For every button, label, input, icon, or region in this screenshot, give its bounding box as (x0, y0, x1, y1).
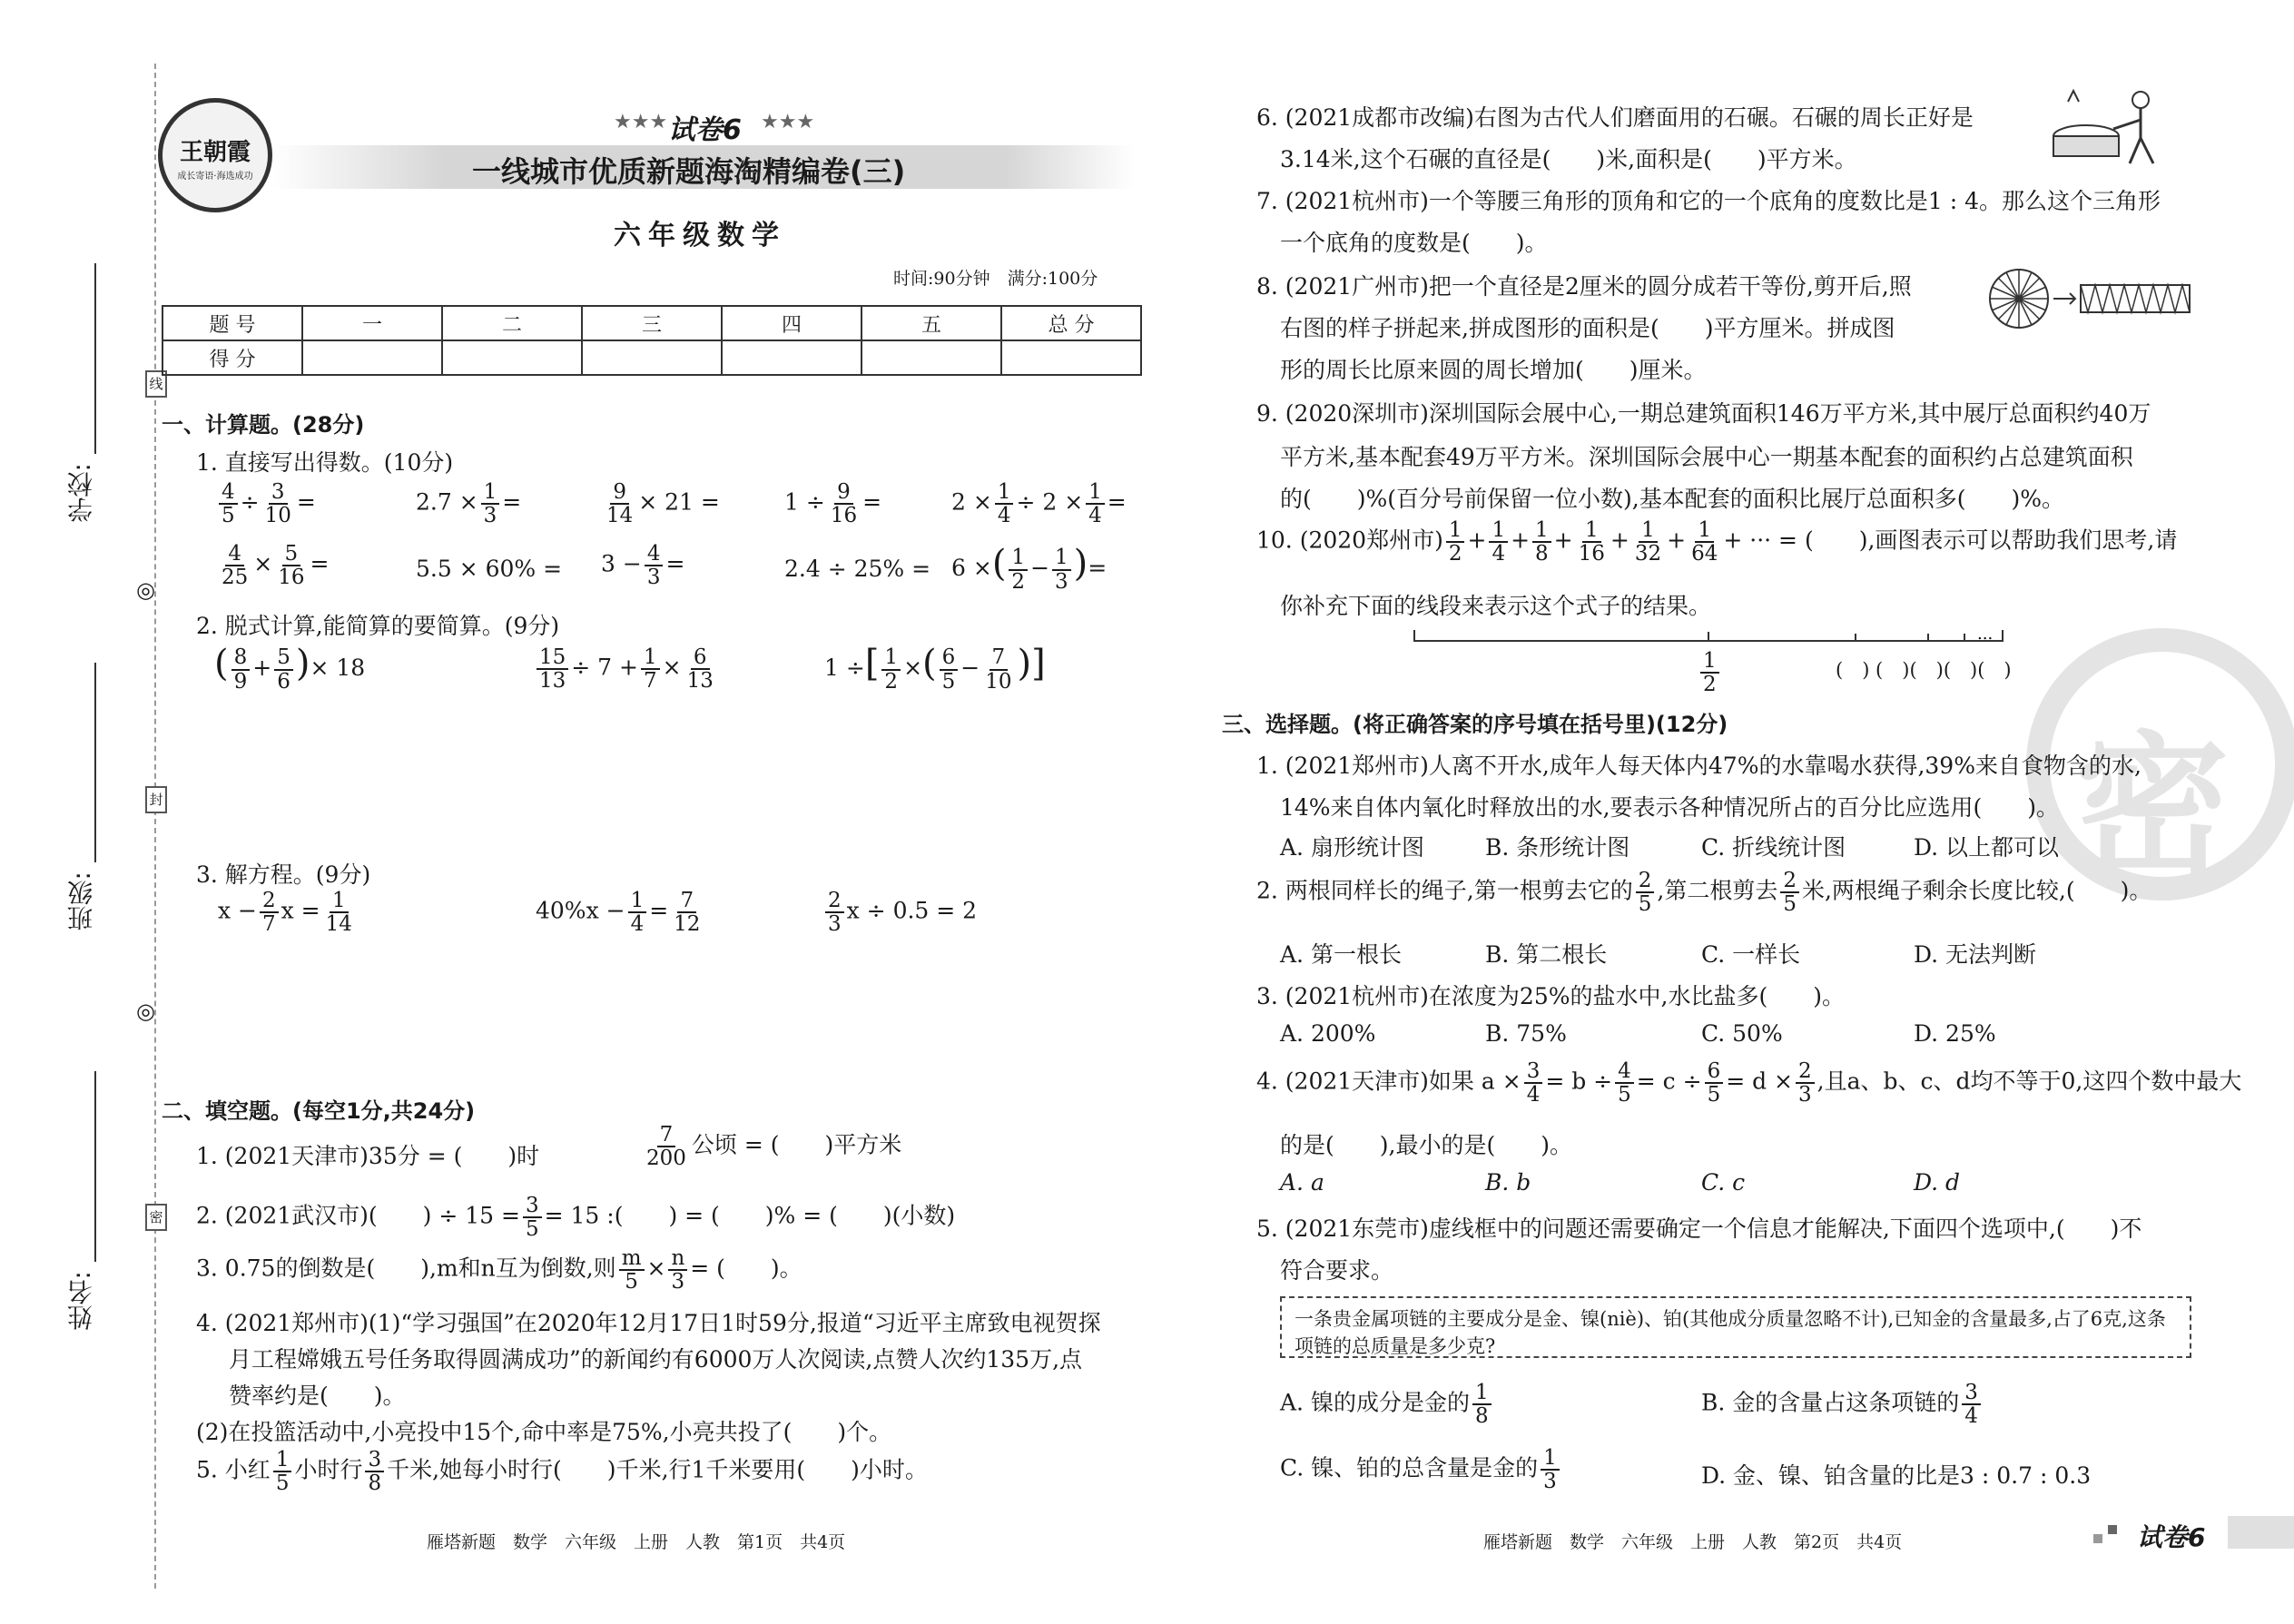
choice-question-1b: 14%来自体内氧化时释放出的水,要表示各种情况所占的百分比应选用( )。 (1280, 794, 2060, 821)
option-d[interactable]: D. 无法判断 (1914, 941, 2037, 968)
circle-cut-diagram (1986, 265, 2193, 332)
part-2-title: 2. 脱式计算,能简算的要简算。(9分) (196, 613, 560, 639)
option-b[interactable]: B. b (1485, 1169, 1531, 1196)
subject-title: 六年级数学 (614, 220, 786, 251)
calc-item: $\frac{9}{14}$ × 21 = (606, 480, 720, 528)
footer-paper-tag: 试卷6 (2137, 1522, 2206, 1552)
fill-question-5a-text: 5. 小红 (196, 1456, 271, 1483)
segment-half-label: $\frac{1}{2}$ (1698, 650, 1722, 695)
option-d[interactable]: D. 以上都可以 (1914, 834, 2060, 861)
table-cell: 四 (722, 306, 861, 340)
equation-item: 40%x − $\frac{1}{4}$ = $\frac{7}{12}$ (536, 889, 701, 937)
class-label: 班级: (66, 871, 96, 931)
fill-question-8b: 右图的样子拼起来,拼成图形的面积是( )平方厘米。拼成图 (1280, 315, 1895, 341)
calc-item: 5.5 × 60% = (416, 556, 563, 582)
table-cell: 得 分 (162, 340, 302, 375)
fill-question-2a-text: 2. (2021武汉市)( ) ÷ 15 = (196, 1202, 520, 1229)
section-3-title: 三、选择题。(将正确答案的序号填在括号里)(12分) (1222, 712, 1728, 737)
option-a[interactable]: A. 200% (1280, 1020, 1376, 1047)
fill-question-6b: 3.14米,这个石碾的直径是( )米,面积是( )平方米。 (1280, 146, 1857, 172)
fill-question-9c: 的( )%(百分号前保留一位小数),基本配套的面积比展厅总面积多( )%。 (1280, 486, 2064, 512)
fill-question-4d: (2)在投篮活动中,小亮投中15个,命中率是75%,小亮共投了( )个。 (196, 1419, 892, 1445)
section-2-title: 二、填空题。(每空1分,共24分) (162, 1098, 476, 1124)
footer-square-icon (2093, 1534, 2102, 1543)
table-cell: 二 (442, 306, 582, 340)
score-input-cell[interactable] (1001, 340, 1141, 375)
option-a[interactable]: A. 镍的成分是金的 $\frac{1}{8}$ (1280, 1382, 1494, 1427)
binding-tag-line: 线 (145, 370, 167, 398)
option-b-text: B. 金的含量占这条项链的 (1701, 1389, 1960, 1416)
option-b[interactable]: B. 条形统计图 (1485, 834, 1630, 861)
section-1-title: 一、计算题。(28分) (162, 412, 365, 438)
footer-square-icon (2108, 1525, 2117, 1534)
option-a[interactable]: A. a (1280, 1169, 1324, 1196)
fill-question-10b-text: + ··· = ( ),画图表示可以帮助我们思考,请 (1723, 527, 2178, 554)
binding-tag-secret: 密 (145, 1204, 167, 1231)
table-cell: 三 (582, 306, 722, 340)
fill-question-9b: 平方米,基本配套49万平方米。深圳国际会展中心一期基本配套的面积约占总建筑面积 (1280, 444, 2133, 470)
binding-line (154, 64, 156, 1589)
logo-text: 王朝霞 (179, 139, 251, 166)
fill-question-2: 2. (2021武汉市)( ) ÷ 15 = $\frac{3}{5}$ = 15 :( ) = ( )% = ( )(小数) (196, 1194, 956, 1242)
part-1-title: 1. 直接写出得数。(10分) (196, 449, 454, 476)
stars-right-icon: ★★★ (761, 111, 815, 133)
fill-question-1a: 1. (2021天津市)35分 = ( )时 (196, 1143, 540, 1169)
part-3-title: 3. 解方程。(9分) (196, 861, 371, 888)
score-input-cell[interactable] (722, 340, 861, 375)
school-label: 学校: (66, 463, 96, 523)
fill-question-1b-text: 公顷 = ( )平方米 (691, 1131, 902, 1158)
choice-question-3: 3. (2021杭州市)在浓度为25%的盐水中,水比盐多( )。 (1256, 983, 1845, 1009)
time-score: 时间:90分钟 满分:100分 (893, 269, 1098, 289)
fill-question-5: 5. 小红 $\frac{1}{5}$ 小时行 $\frac{3}{8}$ 千米,她每小时行( )千米,行1千米要用( )小时。 (196, 1448, 928, 1496)
choice-question-2b-text: ,第二根剪去 (1657, 877, 1778, 904)
fill-question-3: 3. 0.75的倒数是( ),m和n互为倒数,则 $\frac{m}{5}$ × $\frac{n}{3}$ = ( )。 (196, 1246, 802, 1294)
option-b[interactable]: B. 金的含量占这条项链的 $\frac{3}{4}$ (1701, 1382, 1984, 1427)
choice-question-2: 2. 两根同样长的绳子,第一根剪去它的 $\frac{2}{5}$ ,第二根剪去 $\frac{2}{5}$ 米,两根绳子剩余长度比较,( )。 (1256, 869, 2152, 917)
fill-question-4a: 4. (2021郑州市)(1)“学习强国”在2020年12月17日1时59分,报道“习近平主席致电视贺探 (196, 1310, 1101, 1336)
option-a-text: A. 镍的成分是金的 (1280, 1389, 1470, 1416)
score-input-cell[interactable] (861, 340, 1001, 375)
binding-circle-icon: ◎ (136, 999, 155, 1024)
fill-question-10a: 10. (2020郑州市) $\frac{1}{2}$ + $\frac{1}{4}$ + $\frac{1}{8}$ + $\frac{1}{16}$ + $\frac{1}{32}$ + $\frac{1}{64}$ + ··· = ( ),画图表示可以帮助我们思考,请 (1256, 518, 2178, 566)
footer-left: 雁塔新题 数学 六年级 上册 人教 第1页 共4页 (427, 1532, 846, 1552)
option-b[interactable]: B. 第二根长 (1485, 941, 1608, 968)
option-c[interactable]: C. 镍、铂的总含量是金的 $\frac{1}{3}$ (1280, 1447, 1562, 1492)
option-b[interactable]: B. 75% (1485, 1020, 1567, 1047)
paper-number: 试卷6 (668, 114, 742, 146)
option-c[interactable]: C. 折线统计图 (1701, 834, 1846, 861)
choice-question-4: 4. (2021天津市)如果 a × $\frac{3}{4}$ = b ÷ $\frac{4}{5}$ = c ÷ $\frac{6}{5}$ = d × $\frac{2}{3}$ ,且a、b、c、d均不等于0,这四个数中最大 (1256, 1059, 2242, 1107)
choice-question-1a: 1. (2021郑州市)人离不开水,成年人每天体内47%的水靠喝水获得,39%来自食物含的水, (1256, 753, 2141, 779)
svg-text:...: ... (1977, 626, 1994, 644)
fill-question-1b: $\frac{7}{200}$ 公顷 = ( )平方米 (646, 1123, 902, 1171)
name-label: 姓名: (66, 1271, 96, 1331)
table-cell: 总 分 (1001, 306, 1141, 340)
fill-question-2b-text: = 15 :( ) = ( )% = ( )(小数) (544, 1202, 956, 1229)
school-field[interactable] (94, 263, 96, 454)
choice-question-4c: 的是( ),最小的是( )。 (1280, 1132, 1572, 1158)
fill-question-5b-text: 小时行 (294, 1456, 363, 1483)
stars-left-icon: ★★★ (614, 111, 668, 133)
fill-question-8c: 形的周长比原来圆的周长增加( )厘米。 (1280, 357, 1707, 383)
calc-item: 6 ×( $\frac{1}{2}$ − $\frac{1}{3}$ )= (951, 543, 1108, 594)
choice-question-5b: 符合要求。 (1280, 1257, 1394, 1284)
option-a[interactable]: A. 扇形统计图 (1280, 834, 1424, 861)
fill-question-10a-text: 10. (2020郑州市) (1256, 527, 1443, 554)
choice-question-4a-text: 4. (2021天津市)如果 a × (1256, 1068, 1521, 1095)
fill-question-6a: 6. (2021成都市改编)右图为古代人们磨面用的石碾。石碾的周长正好是 (1256, 104, 1974, 131)
class-field[interactable] (94, 663, 96, 862)
fill-question-5c-text: 千米,她每小时行( )千米,行1千米要用( )小时。 (387, 1456, 928, 1483)
fill-question-10c: 你补充下面的线段来表示这个式子的结果。 (1280, 593, 1712, 619)
fill-question-3a-text: 3. 0.75的倒数是( ),m和n互为倒数,则 (196, 1255, 616, 1282)
page-title: 一线城市优质新题海淘精编卷(三) (472, 154, 906, 189)
binding-circle-icon: ◎ (136, 577, 155, 603)
footer-right: 雁塔新题 数学 六年级 上册 人教 第2页 共4页 (1483, 1532, 1903, 1552)
option-d[interactable]: D. 25% (1914, 1020, 1996, 1047)
score-table (162, 305, 1142, 376)
option-a[interactable]: A. 第一根长 (1280, 941, 1402, 968)
option-d[interactable]: D. 金、镍、铂含量的比是3 : 0.7 : 0.3 (1701, 1462, 2092, 1489)
table-cell: 一 (302, 306, 442, 340)
calc-item: 1 ÷ $\frac{9}{16}$ = (784, 480, 882, 528)
table-cell: 题 号 (162, 306, 302, 340)
fill-question-4b: 月工程嫦娥五号任务取得圆满成功”的新闻约有6000万人次阅读,点赞人次约135万,点 (229, 1346, 1083, 1373)
calc-item: ( $\frac{8}{9}$ + $\frac{5}{6}$ )× 18 (214, 643, 366, 694)
calc-item: 2.7 × $\frac{1}{3}$ = (416, 480, 522, 528)
name-field[interactable] (94, 1071, 96, 1262)
option-c[interactable]: C. 一样长 (1701, 941, 1801, 968)
calc-item: $\frac{4}{25}$ × $\frac{5}{16}$ = (222, 542, 330, 590)
option-c[interactable]: C. 50% (1701, 1020, 1783, 1047)
problem-box: 一条贵金属项链的主要成分是金、镍(niè)、铂(其他成分质量忽略不计),已知金的含量最多,占了6克,这条项链的总质量是多少克? (1280, 1296, 2191, 1358)
option-c-text: C. 镍、铂的总含量是金的 (1280, 1454, 1539, 1481)
fill-question-9a: 9. (2020深圳市)深圳国际会展中心,一期总建筑面积146万平方米,其中展厅总面积约40万 (1256, 400, 2151, 427)
score-table-row (162, 340, 1141, 375)
choice-question-4b-text: ,且a、b、c、d均不等于0,这四个数中最大 (1816, 1068, 2242, 1095)
millstone-icon (2050, 84, 2177, 167)
score-table-header-row (162, 306, 1141, 340)
fill-question-7a: 7. (2021杭州市)一个等腰三角形的顶角和它的一个底角的度数比是1 : 4。那么这个三角形 (1256, 188, 2161, 214)
equation-item: x − $\frac{2}{7}$ x = $\frac{1}{14}$ (218, 889, 352, 937)
score-input-cell[interactable] (582, 340, 722, 375)
fill-question-8a: 8. (2021广州市)把一个直径是2厘米的圆分成若干等份,剪开后,照 (1256, 273, 1912, 300)
option-c[interactable]: C. c (1701, 1169, 1746, 1196)
binding-tag-seal: 封 (145, 786, 167, 813)
choice-question-2a-text: 2. 两根同样长的绳子,第一根剪去它的 (1256, 877, 1633, 904)
choice-question-5a: 5. (2021东莞市)虚线框中的问题还需要确定一个信息才能解决,下面四个选项中,( )不 (1256, 1216, 2142, 1242)
calc-item: 2.4 ÷ 25% = (784, 556, 931, 582)
equation-item: $\frac{2}{3}$ x ÷ 0.5 = 2 (822, 890, 977, 935)
calc-item: $\frac{4}{5}$ ÷ $\frac{3}{10}$ = (216, 481, 316, 527)
calc-item: 1 ÷[ $\frac{1}{2}$ ×( $\frac{6}{5}$ − $\frac{7}{10}$ )] (824, 643, 1046, 694)
fill-question-7b: 一个底角的度数是( )。 (1280, 230, 1548, 256)
fill-question-3b-text: = ( )。 (690, 1255, 802, 1282)
choice-question-2c-text: 米,两根绳子剩余长度比较,( )。 (1801, 877, 2152, 904)
calc-item: $\frac{15}{13}$ ÷ 7 + $\frac{1}{7}$ × $\frac{6}{13}$ (534, 646, 719, 692)
score-input-cell[interactable] (442, 340, 582, 375)
fill-question-4c: 赞率约是( )。 (229, 1383, 406, 1409)
watermark-text: 密 (2075, 716, 2230, 898)
logo-motto: 成长寄语·海选成功 (177, 172, 253, 182)
footer-tab (2228, 1516, 2294, 1549)
segment-blanks: ( ) ( )( )( )( ) (1836, 659, 2012, 681)
table-cell: 五 (861, 306, 1001, 340)
option-d[interactable]: D. d (1914, 1169, 1961, 1196)
calc-item: 3 − $\frac{4}{3}$ = (601, 542, 685, 590)
calc-item: 2 × $\frac{1}{4}$ ÷ 2 × $\frac{1}{4}$ = (951, 480, 1127, 528)
publisher-logo (158, 98, 272, 212)
score-input-cell[interactable] (302, 340, 442, 375)
